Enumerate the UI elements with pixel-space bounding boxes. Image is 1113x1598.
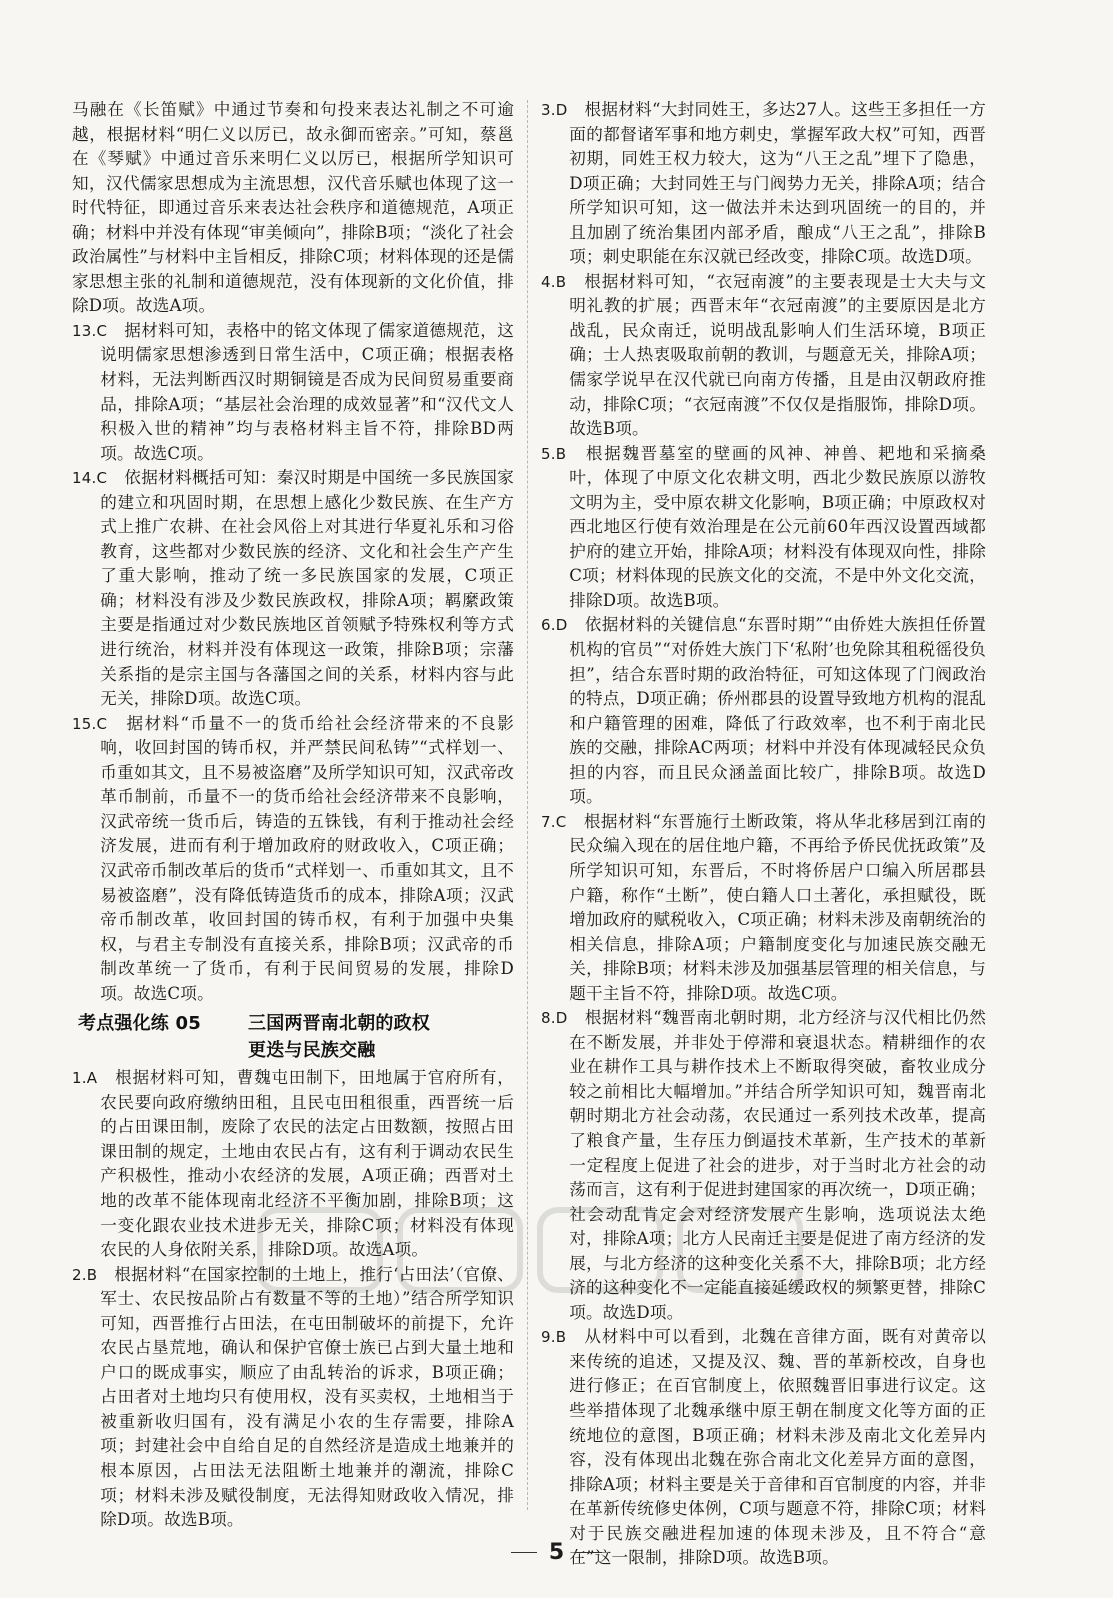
answer-item-7 <box>541 810 986 1006</box>
right-column <box>541 98 986 1571</box>
section-heading <box>72 1010 514 1064</box>
answer-number: 3.D <box>541 101 568 119</box>
answer-item-1 <box>72 1066 514 1262</box>
answer-number: 8.D <box>541 1009 568 1028</box>
answer-number: 9.B <box>541 1328 567 1347</box>
answer-text: 根据材料“东晋施行土断政策，将从华北移居到江南的民众编入现在的居住地户籍，不再给予侨民优抚政策”及所学知识可知，东晋后，不时将侨居户口编入所居郡县户籍，称作“土断”，使白籍人口土著化，承担赋役，既增加政府的赋税收入，C项正确；材料未涉及南朝统治的相关信息，排除A项；户籍制度变化与加速民族交融无关，排除B项；材料未涉及加强基层管理的相关信息，与题干主旨不符，排除D项。故选C项。 <box>569 811 986 1003</box>
answer-number: 6.D <box>541 616 568 635</box>
answer-item-6 <box>541 613 986 809</box>
answer-item-9 <box>541 1325 986 1570</box>
column-divider <box>527 100 528 1510</box>
answer-text: 据材料可知，表格中的铭文体现了儒家道德规范，这说明儒家思想渗透到日常生活中，C项正确；根据表格材料，无法判断西汉时期铜镜是否成为民间贸易重要商品，排除A项；“基层社会治理的成效显著”和“汉代文人积极入世的精神”均与表格材料主旨不符，排除BD两项。故选C项。 <box>100 320 515 463</box>
answer-number: 14.C <box>72 469 108 488</box>
answer-item-13 <box>72 319 514 466</box>
answer-text: 根据材料可知，曹魏屯田制下，田地属于官府所有，农民要向政府缴纳田租，且民屯田租很重，西晋统一后的占田课田制，废除了农民的法定占田数额，按照占田课田制的规定，土地由农民占有，这有利于调动农民生产积极性，推动小农经济的发展，A项正确；西晋对土地的改革不能体现南北经济不平衡加剧，排除B项；这一变化跟农业技术进步无关，排除C项；材料没有体现农民的人身依附关系，排除D项。故选A项。 <box>100 1068 514 1260</box>
answer-text: 根据魏晋墓室的壁画的风神、神兽、耙地和采摘桑叶，体现了中原文化农耕文明，西北少数民族原以游牧文明为主，受中原农耕文化影响，B项正确；中原政权对西北地区行使有效治理是在公元前60年西汉设置西域都护府的建立开始，排除A项；材料没有体现双向性，排除C项；材料体现的民族文化的交流，不是中外文化交流，排除D项。故选B项。 <box>569 443 986 610</box>
answer-text: 依据材料的关键信息“东晋时期”“由侨姓大族担任侨置机构的官员”“对侨姓大族门下‘私附’也免除其租税徭役负担”，结合东晋时期的政治特征，可知这体现了门阀政治的特点，D项正确；侨州郡县的设置导致地方机构的混乱和户籍管理的困难，降低了行政效率，也不利于南北民族的交融，排除AC两项；材料中并没有体现减轻民众负担的内容，而且民众涵盖面比较广，排除B项。故选D项。 <box>569 615 986 807</box>
answer-text: 据材料“币量不一的货币给社会经济带来的不良影响，收回封国的铸币权，并严禁民间私铸”“式样划一、币重如其文，且不易被盗磨”及所学知识可知，汉武帝改革币制前，币量不一的货币给社会经济带来不良影响，汉武帝统一货币后，铸造的五铢钱，有利于推动社会经济发展，进而有利于增加政府的财政收入，C项正确；汉武帝币制改革后的货币“式样划一、币重如其文，且不易被盗磨”，没有降低铸造货币的成本，排除A项；汉武帝币制改革，收回封国的铸币权，有利于加强中央集权，与君主专制没有直接关系，排除B项；汉武帝的币制改革统一了货币，有利于民间贸易的发展，排除D项。故选C项。 <box>100 713 514 1003</box>
answer-number: 13.C <box>72 321 108 340</box>
answer-text: 根据材料“魏晋南北朝时期，北方经济与汉代相比仍然在不断发展，并非处于停滞和衰退状态。精耕细作的农业在耕作工具与耕作技术上不断取得突破，畜牧业成分较之前相比大幅增加。”并结合所学知识可知，魏晋南北朝时期北方社会动荡，农民通过一系列技术改革，提高了粮食产量，生存压力倒逼技术革新，生产技术的革新一定程度上促进了社会的进步，对于当时北方社会的动荡而言，这有利于促进封建国家的再次统一，D项正确；社会动乱肯定会对经济发展产生影响，选项说法太绝对，排除A项；北方人民南迁主要是促进了南方经济的发展，与北方经济的这种变化关系不大，排除B项；北方经济的这种变化不一定能直接延缓政权的频繁更替，排除C项。故选D项。 <box>569 1008 986 1322</box>
section-title-line1: 三国两晋南北朝的政权 <box>248 1013 430 1035</box>
answer-number: 2.B <box>72 1265 98 1284</box>
answer-text: 从材料中可以看到，北魏在音律方面，既有对黄帝以来传统的追述，又提及汉、魏、晋的革新校改，自身也进行修正；在百官制度上，依照魏晋旧事进行议定。这些举措体现了北魏承继中原王朝在制度文化等方面的正统地位的意图，B项正确；材料未涉及南北文化差异内容，没有体现出北魏在弥合南北文化差异方面的意图，排除A项；材料主要是关于音律和百官制度的内容，并非在革新传统修史体例，C项与题意不符，排除C项；材料对于民族交融进程加速的体现未涉及，且不符合“意在”这一限制，排除D项。故选B项。 <box>569 1327 987 1568</box>
answer-text: 根据材料可知，“衣冠南渡”的主要表现是士大夫与文明礼教的扩展；西晋末年“衣冠南渡”的主要原因是北方战乱，民众南迁，说明战乱影响人们生活环境，B项正确；士人热衷吸取前朝的教训，与题意无关，排除A项；儒家学说早在汉代就已向南方传播，且是由汉朝政府推动，排除C项；“衣冠南渡”不仅仅是指服饰，排除D项。故选B项。 <box>569 271 987 439</box>
answer-number: 1.A <box>72 1069 98 1088</box>
answer-text: 依据材料概括可知：秦汉时期是中国统一多民族国家的建立和巩固时期，在思想上感化少数民族、在生产方式上推广农耕、在社会风俗上对其进行华夏礼乐和习俗教育，这些都对少数民族的经济、文化和社会生产产生了重大影响，推动了统一多民族国家的发展，C项正确；材料没有涉及少数民族政权，排除A项；羁縻政策主要是指通过对少数民族地区首领赋予特殊权利等方式进行统治，材料并没有体现这一政策，排除B项；宗藩关系指的是宗主国与各藩国之间的关系，材料内容与此无关，排除D项。故选C项。 <box>100 468 515 709</box>
answer-item-15 <box>72 712 514 1007</box>
answer-text: 根据材料“在国家控制的土地上，推行‘占田法’（官僚、军士、农民按品阶占有数量不等的土地）”结合所学知识可知，西晋推行占田法，在屯田制破坏的前提下，允许农民占垦荒地，确认和保护官僚士族已占到大量土地和户口的既成事实，顺应了由乱转治的诉求，B项正确；占田者对土地均只有使用权，没有买卖权，土地相当于被重新收归国有，没有满足小农的生存需要，排除A项；封建社会中自给自足的自然经济是造成土地兼并的根本原因，占田法无法阻断土地兼并的潮流，排除C项；材料未涉及赋役制度，无法得知财政收入情况，排除D项。故选B项。 <box>100 1264 515 1530</box>
page-number: 5 <box>548 1540 565 1565</box>
section-code: 考点强化练 05 <box>78 1013 201 1035</box>
answer-text: 根据材料“大封同姓王，多达27人。这些王多担任一方面的都督诸军事和地方刺史，掌握军政大权”可知，西晋初期，同姓王权力较大，这为“八王之乱”埋下了隐患，D项正确；大封同姓王与门阀势力无关，排除A项；结合所学知识可知，这一做法并未达到巩固统一的目的，并且加剧了统治集团内部矛盾，酿成“八王之乱”，排除B项；刺史职能在东汉就已经改变，排除C项。故选D项。 <box>569 100 986 267</box>
answer-item-5 <box>541 442 986 614</box>
answer-item-2 <box>72 1263 514 1533</box>
answer-item-14 <box>72 466 514 711</box>
answer-number: 4.B <box>541 272 567 291</box>
section-title-line2: 更迭与民族交融 <box>248 1040 376 1062</box>
answer-number: 15.C <box>72 714 108 733</box>
page-footer <box>0 1540 1113 1565</box>
intro-paragraph: 马融在《长笛赋》中通过节奏和句投来表达礼制之不可逾越，根据材料“明仁义以厉已，故永御而密亲。”可知，蔡邕在《琴赋》中通过音乐来明仁义以厉已，根据所学知识可知，汉代儒家思想成为主流思想，汉代音乐赋也体现了这一时代特征，即通过音乐来表达社会秩序和道德规范，A项正确；材料中并没有体现“审美倾向”，排除B项；“淡化了社会政治属性”与材料中主旨相反，排除C项；材料体现的还是儒家思想主张的礼制和道德规范，没有体现新的文化价值，排除D项。故选A项。 <box>72 100 514 316</box>
footer-dash-left <box>511 1552 537 1553</box>
answer-item-8 <box>541 1006 986 1325</box>
answer-item-3 <box>541 98 986 270</box>
answer-number: 5.B <box>541 444 567 463</box>
answer-item-4 <box>541 270 986 442</box>
footer-dash-right <box>576 1552 602 1553</box>
answer-number: 7.C <box>541 812 567 831</box>
left-column <box>72 98 514 1533</box>
